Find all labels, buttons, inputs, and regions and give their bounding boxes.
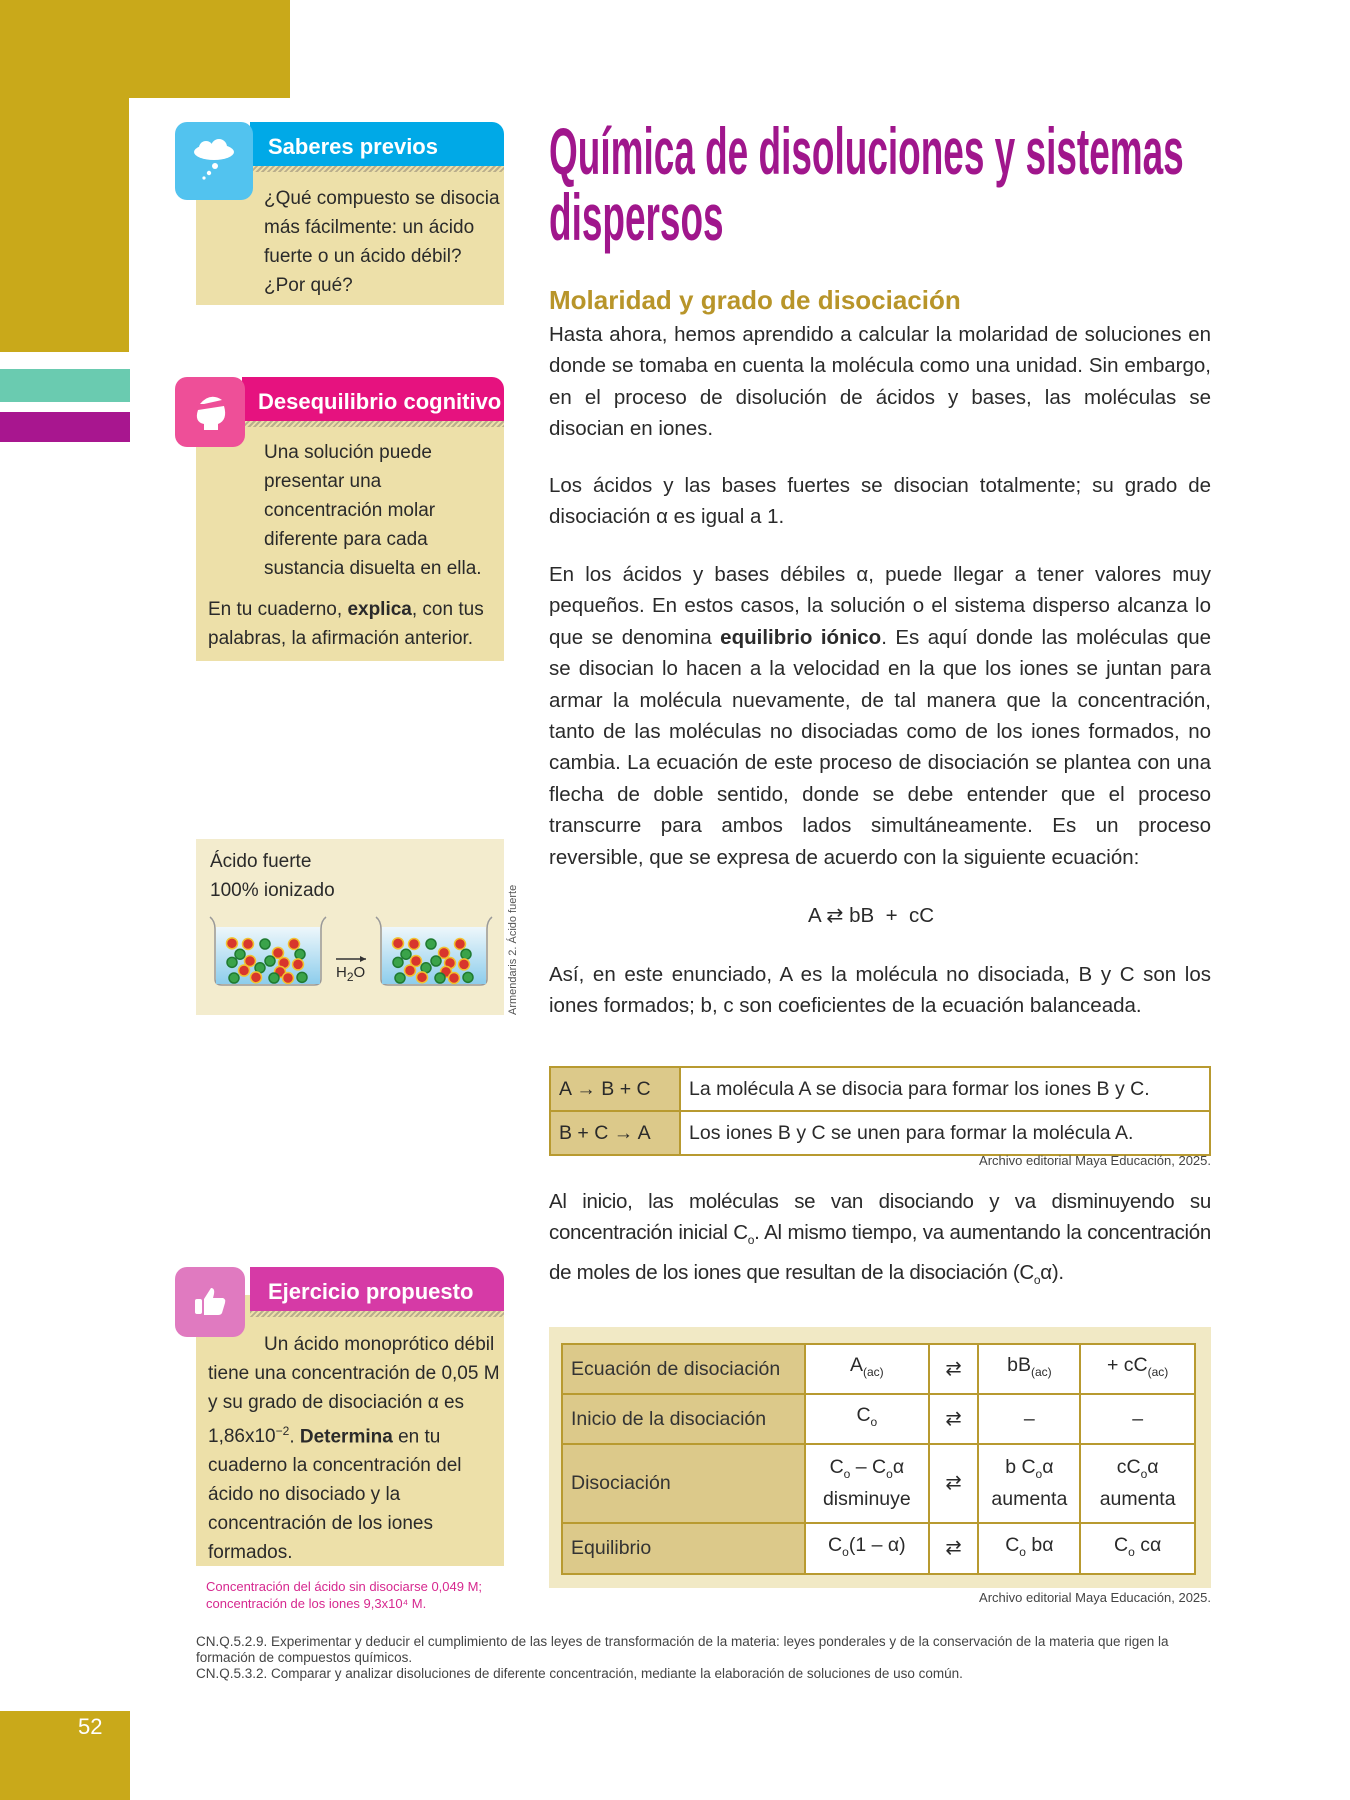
paragraph-1: Hasta ahora, hemos aprendido a calcular la molaridad de soluciones en donde se tomaba en cuenta la molécula como una unidad. Sin embargo, en el proceso de disolución de ácidos y bases, las moléculas se disocian en iones.: [549, 323, 1211, 441]
table-cell: –: [978, 1394, 1080, 1444]
desequilibrio-title: Desequilibrio cognitivo: [242, 377, 504, 421]
arrow-head: [360, 956, 366, 962]
hydronium-ion: [251, 972, 262, 983]
table-cell: La molécula A se disocia para formar los iones B y C.: [680, 1067, 1210, 1111]
chloride-ion: [260, 939, 270, 949]
double-arrow-icon: ⇄: [929, 1344, 979, 1394]
row-label: Equilibrio: [562, 1523, 805, 1574]
thumbs-up-icon: [175, 1267, 245, 1337]
chloride-ion: [426, 939, 436, 949]
subscript: o: [1033, 1273, 1041, 1287]
text: Al inicio, las moléculas se van disociando y va disminuyendo su concentración inicial C: [549, 1190, 1211, 1245]
table-cell: Los iones B y C se unen para formar la molécula A.: [680, 1111, 1210, 1155]
table-cell: $C_o$: [805, 1394, 929, 1444]
table-cell: $A_{(ac)}$: [805, 1344, 929, 1394]
table-row: [562, 1444, 1195, 1523]
table-row: [562, 1523, 1195, 1574]
page-title-line-1: Química de disoluciones y sistemas: [549, 114, 1184, 188]
page-number: 52: [78, 1714, 103, 1739]
ejercicio-answer: Concentración del ácido sin disociarse 0,049 M; concentración de los iones 9,3x10⁴ M.: [206, 1579, 483, 1611]
equation: [808, 903, 934, 928]
chloride-ion: [431, 956, 441, 966]
table1-credit: Archivo editorial Maya Educación, 2025.: [979, 1153, 1211, 1168]
curriculum-footer: [196, 1634, 1206, 1682]
double-arrow-icon: ⇄: [929, 1444, 979, 1523]
figure-caption-1: Ácido fuerte: [210, 851, 312, 872]
hydronium-ion: [449, 973, 460, 984]
chloride-ion: [395, 973, 405, 983]
text: .: [289, 1426, 295, 1448]
hydronium-ion: [439, 947, 450, 958]
table-cell: $C_o$ bα: [978, 1523, 1080, 1574]
text: α).: [1040, 1260, 1064, 1284]
bold-text: Determina: [299, 1426, 393, 1448]
hydronium-ion: [417, 972, 428, 983]
hydronium-ion: [405, 965, 416, 976]
hydronium-ion: [455, 939, 466, 950]
text: . Es aquí donde las moléculas que se disocian lo hacen a la velocidad en la que los iones se juntan para armar la molécula nuevamente, de tal manera que la concentración, tanto de las moléculas no disociadas como de los iones formados, no cambia. La ecuación de este proceso de disociación se plantea con una flecha de doble sentido, donde se debe entender que el proceso transcurre para ambos lados simultáneamente. Es un proceso reversible, que se expresa de acuerdo con la siguiente ecuación:: [549, 625, 1211, 869]
hydronium-ion: [459, 959, 470, 970]
chloride-ion: [235, 949, 245, 959]
page-number-block: [0, 1711, 130, 1800]
bold-text: equilibrio iónico: [720, 625, 882, 649]
double-arrow-icon: ⇄: [929, 1394, 979, 1444]
ejercicio-title: Ejercicio propuesto: [250, 1267, 504, 1311]
hydronium-ion: [273, 947, 284, 958]
table-cell: A → B + C: [550, 1067, 680, 1111]
row-label: Ecuación de disociación: [562, 1344, 805, 1394]
table-cell: $C_o$ cα: [1080, 1523, 1195, 1574]
section-heading: Molaridad y grado de disociación: [549, 285, 961, 315]
reaction-table: [549, 1066, 1211, 1156]
purple-bar: [0, 412, 130, 442]
text: , con tus palabras, la afirmación anterior.: [208, 599, 484, 649]
hydronium-ion: [243, 939, 254, 950]
left-gold-strip: [0, 0, 129, 352]
chloride-ion: [297, 972, 307, 982]
table2-credit: Archivo editorial Maya Educación, 2025.: [979, 1590, 1211, 1605]
chloride-ion: [265, 956, 275, 966]
desequilibrio-p1: Una solución puede presentar una concentración molar diferente para cada sustancia disuelta en ella.: [264, 442, 482, 579]
chloride-ion: [229, 973, 239, 983]
figure-credit: Armendaris 2. Ácido fuerte: [507, 884, 519, 1015]
hydronium-ion: [393, 938, 404, 949]
text: . Al mismo tiempo, va aumentando la concentración de moles de los iones que resultan de la disociación (C: [549, 1221, 1211, 1284]
paragraph-3: [549, 559, 1211, 873]
table-row: [562, 1394, 1195, 1444]
table-cell: $C_o - C_o\alpha$ disminuye: [805, 1444, 929, 1523]
open-head-icon: [175, 377, 245, 447]
figure-caption-2: 100% ionizado: [210, 880, 335, 901]
chloride-ion: [435, 973, 445, 983]
subscript: o: [747, 1233, 755, 1248]
bold-text: explica: [347, 599, 412, 620]
paragraph-4: Así, en este enunciado, A es la molécula no disociada, B y C son los iones formados; b, c son coeficientes de la ecuación balanceada.: [549, 963, 1211, 1018]
teal-bar: [0, 369, 130, 402]
table-cell: –: [1080, 1394, 1195, 1444]
h2o-label: $H_2O$: [336, 964, 366, 984]
table-cell: b $C_o\alpha$ aumenta: [978, 1444, 1080, 1523]
chloride-ion: [393, 957, 403, 967]
ejercicio-text: [208, 1330, 500, 1579]
text: A: [808, 904, 821, 927]
text: En los ácidos y bases débiles α, puede llegar a tener valores muy pequeños. En estos casos, la solución o el sistema disperso alcanza lo que se denomina: [549, 563, 1211, 649]
text: En tu cuaderno,: [208, 599, 348, 620]
row-label: Disociación: [562, 1444, 805, 1523]
strong-acid-figure: [196, 839, 504, 1015]
double-arrow-icon: ⇄: [826, 904, 844, 927]
chloride-ion: [269, 973, 279, 983]
footer-line-1: CN.Q.5.2.9. Experimentar y deducir el cumplimiento de las leyes de transformación de la materia: leyes ponderales y de la conservación de la materia que rigen la formación de compuestos químicos.: [196, 1634, 1169, 1665]
table-row: [550, 1111, 1210, 1155]
text: bB + cC: [849, 904, 935, 927]
text: Un ácido monoprótico débil tiene una concentración de 0,05 M y su grado de disociación α es 1,86x10: [208, 1334, 500, 1448]
hydronium-ion: [293, 959, 304, 970]
desequilibrio-text: [208, 438, 500, 665]
paragraph-2: Los ácidos y las bases fuertes se disocian totalmente; su grado de disociación α es igual a 1.: [549, 474, 1211, 529]
double-arrow-icon: ⇄: [929, 1523, 979, 1574]
table-cell: $C_o(1 - \alpha)$: [805, 1523, 929, 1574]
table-cell: B + C → A: [550, 1111, 680, 1155]
saberes-previos-text: [208, 184, 500, 312]
beakers-illustration: [196, 839, 504, 1015]
page-title: [549, 114, 1184, 254]
chloride-ion: [463, 972, 473, 982]
chloride-ion: [461, 949, 471, 959]
hydronium-ion: [409, 939, 420, 950]
hydronium-ion: [227, 938, 238, 949]
dissociation-table: [561, 1343, 1196, 1575]
table-cell: + $cC_{(ac)}$: [1080, 1344, 1195, 1394]
saberes-previos-title: Saberes previos: [250, 122, 504, 166]
hydronium-ion: [283, 973, 294, 984]
table-row: [562, 1344, 1195, 1394]
text: en tu cuaderno la concentración del ácido no disociado y la concentración de los iones formados.: [208, 1426, 462, 1564]
chloride-ion: [295, 949, 305, 959]
footer-line-2: CN.Q.5.3.2. Comparar y analizar disoluciones de diferente concentración, mediante la elaboración de soluciones de uso común.: [196, 1666, 963, 1681]
chloride-ion: [227, 957, 237, 967]
row-label: Inicio de la disociación: [562, 1394, 805, 1444]
ejercicio-statement: [208, 1330, 500, 1567]
table-cell: $bB_{(ac)}$: [978, 1344, 1080, 1394]
table-row: [550, 1067, 1210, 1111]
desequilibrio-p2: [208, 595, 500, 653]
paragraph-5: [549, 1186, 1211, 1296]
saberes-question: ¿Qué compuesto se disocia más fácilmente: un ácido fuerte o un ácido débil? ¿Por qué?: [264, 188, 500, 296]
table-cell: $cC_o\alpha$ aumenta: [1080, 1444, 1195, 1523]
exponent: −2: [275, 1424, 290, 1438]
hydronium-ion: [289, 939, 300, 950]
hydronium-ion: [239, 965, 250, 976]
page-title-line-2: dispersos: [549, 180, 724, 254]
chloride-ion: [401, 949, 411, 959]
